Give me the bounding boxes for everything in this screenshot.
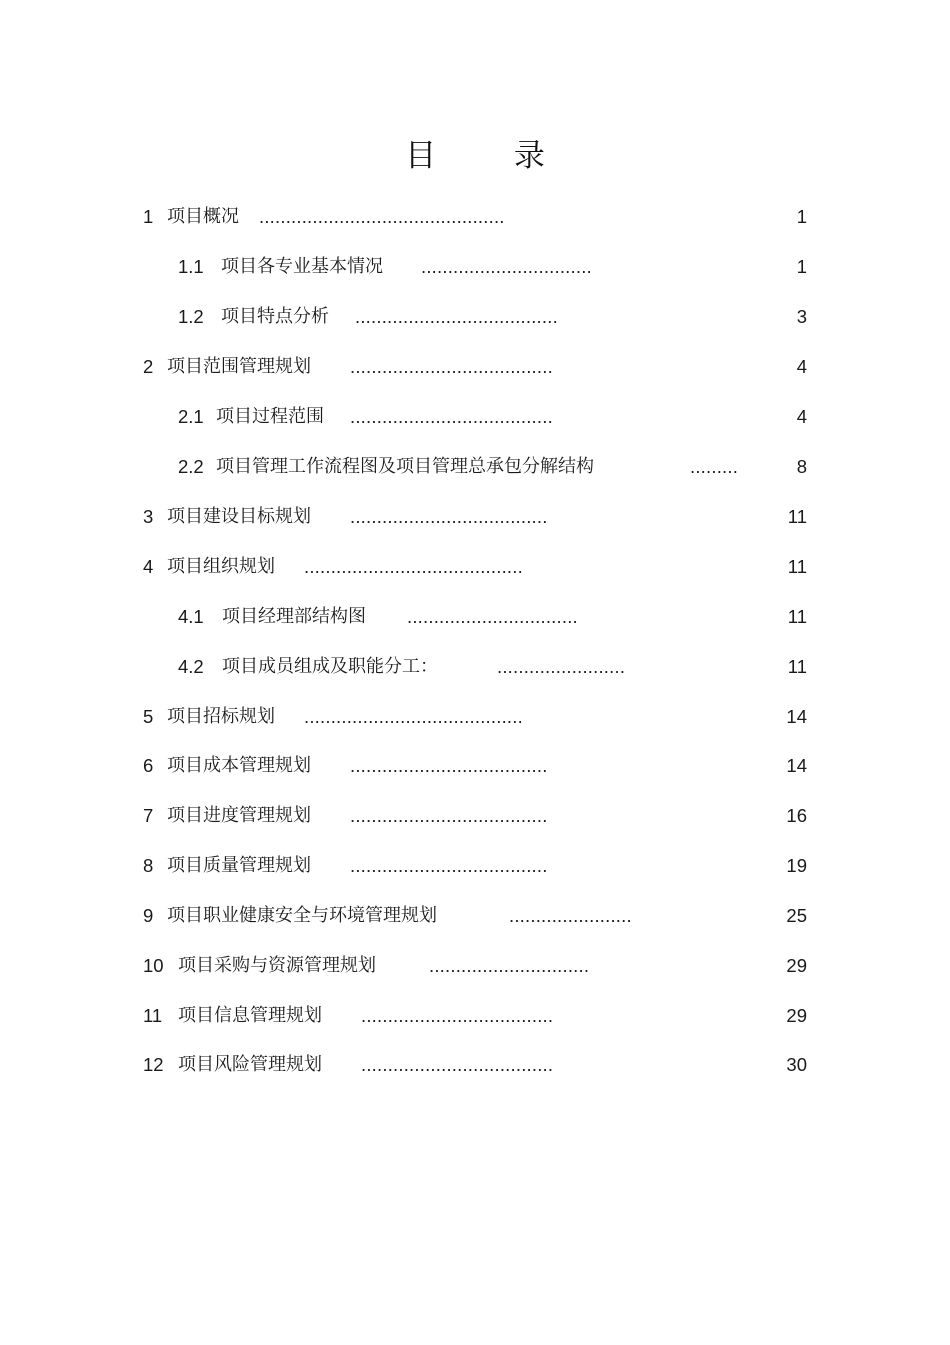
toc-entry-leader: ...................................... [350, 356, 553, 377]
toc-entry-leader: ....................... [509, 905, 632, 926]
toc-entry-page: 4 [796, 406, 807, 427]
toc-entry-leader: .............................. [429, 955, 590, 976]
toc-entry[interactable] [0, 702, 950, 732]
toc-entry-leader: .............................................. [259, 206, 505, 227]
toc-entry-number: 1.1 [178, 256, 204, 277]
toc-entry-leader: ..................................... [350, 506, 548, 527]
toc-entry-label: 项目范围管理规划 [167, 356, 311, 377]
toc-entry[interactable] [0, 951, 950, 981]
toc-entry-page: 8 [796, 456, 807, 477]
toc-entry-leader: ................................ [421, 256, 592, 277]
toc-entry-leader: ..................................... [350, 755, 548, 776]
toc-entry-label: 项目建设目标规划 [167, 506, 311, 527]
toc-entry-number: 4.2 [178, 656, 204, 677]
toc-entry-leader: ......... [690, 456, 739, 477]
toc-entry-number: 10 [143, 955, 164, 976]
toc-entry-leader: ..................................... [350, 805, 548, 826]
toc-entry-number: 1 [143, 206, 154, 227]
toc-entry-page: 11 [787, 556, 807, 577]
toc-entry-page: 1 [796, 256, 807, 277]
toc-entry[interactable] [0, 801, 950, 831]
toc-entry-label: 项目信息管理规划 [178, 1005, 322, 1026]
toc-entry-label: 项目采购与资源管理规划 [178, 955, 376, 976]
toc-entry-page: 11 [787, 506, 807, 527]
toc-entry-page: 16 [786, 805, 807, 826]
toc-entry-page: 11 [787, 606, 807, 627]
toc-entry-leader: ...................................... [355, 306, 558, 327]
toc-entry[interactable] [0, 552, 950, 582]
toc-entry-page: 29 [786, 1005, 807, 1026]
toc-title: 目 录 [405, 138, 579, 174]
toc-entry[interactable] [0, 302, 950, 332]
toc-entry-number: 2.1 [178, 406, 204, 427]
toc-entry-leader: ........................ [497, 656, 626, 677]
toc-entry[interactable] [0, 652, 950, 682]
toc-entry-page: 3 [796, 306, 807, 327]
toc-entry-page: 4 [796, 356, 807, 377]
toc-entry-number: 3 [143, 506, 154, 527]
toc-entry-number: 2 [143, 356, 154, 377]
toc-entry-page: 14 [786, 706, 807, 727]
toc-entry[interactable] [0, 452, 950, 482]
toc-entry[interactable] [0, 1001, 950, 1031]
toc-entry-number: 1.2 [178, 306, 204, 327]
toc-entry-number: 7 [143, 805, 154, 826]
toc-entry[interactable] [0, 851, 950, 881]
toc-entry-leader: .................................... [361, 1005, 554, 1026]
toc-entry-number: 6 [143, 755, 154, 776]
toc-entry-label: 项目风险管理规划 [178, 1054, 322, 1075]
toc-entry-leader: ...................................... [350, 406, 553, 427]
toc-entry-leader: ..................................... [350, 855, 548, 876]
toc-entry-label: 项目特点分析 [221, 306, 329, 327]
toc-entry-number: 11 [143, 1005, 163, 1026]
toc-entry-label: 项目职业健康安全与环境管理规划 [167, 905, 437, 926]
toc-entry[interactable] [0, 352, 950, 382]
toc-entry-number: 12 [143, 1054, 164, 1075]
toc-entry-label: 项目成本管理规划 [167, 755, 311, 776]
toc-entry-label: 项目各专业基本情况 [221, 256, 383, 277]
toc-entry[interactable] [0, 751, 950, 781]
toc-entry-label: 项目概况 [167, 206, 239, 227]
toc-entry-leader: .................................... [361, 1054, 554, 1075]
toc-entry-leader: ......................................... [304, 556, 523, 577]
toc-entry[interactable] [0, 402, 950, 432]
toc-entry-page: 11 [787, 656, 807, 677]
toc-entry-page: 25 [786, 905, 807, 926]
toc-entry-page: 29 [786, 955, 807, 976]
toc-entry[interactable] [0, 502, 950, 532]
toc-entry-number: 5 [143, 706, 154, 727]
toc-entry-number: 4 [143, 556, 154, 577]
toc-entry[interactable] [0, 901, 950, 931]
toc-entry[interactable] [0, 602, 950, 632]
toc-entry-leader: ......................................... [304, 706, 523, 727]
toc-entry-label: 项目管理工作流程图及项目管理总承包分解结构 [216, 456, 594, 477]
toc-entry-page: 14 [786, 755, 807, 776]
toc-entry-page: 1 [796, 206, 807, 227]
toc-entry[interactable] [0, 1050, 950, 1080]
toc-entry-number: 8 [143, 855, 154, 876]
toc-entry-label: 项目成员组成及职能分工： [222, 656, 438, 677]
toc-entry-number: 2.2 [178, 456, 204, 477]
toc-entry-label: 项目招标规划 [167, 706, 275, 727]
toc-entry[interactable] [0, 252, 950, 282]
toc-entry-label: 项目过程范围 [216, 406, 324, 427]
toc-entry-page: 30 [786, 1054, 807, 1075]
toc-entry-number: 4.1 [178, 606, 204, 627]
toc-entry-label: 项目进度管理规划 [167, 805, 311, 826]
toc-entry-page: 19 [786, 855, 807, 876]
toc-entry-label: 项目经理部结构图 [222, 606, 366, 627]
toc-entry-number: 9 [143, 905, 154, 926]
toc-entry-label: 项目组织规划 [167, 556, 275, 577]
toc-entry[interactable] [0, 202, 950, 232]
toc-entry-leader: ................................ [407, 606, 578, 627]
toc-entry-label: 项目质量管理规划 [167, 855, 311, 876]
